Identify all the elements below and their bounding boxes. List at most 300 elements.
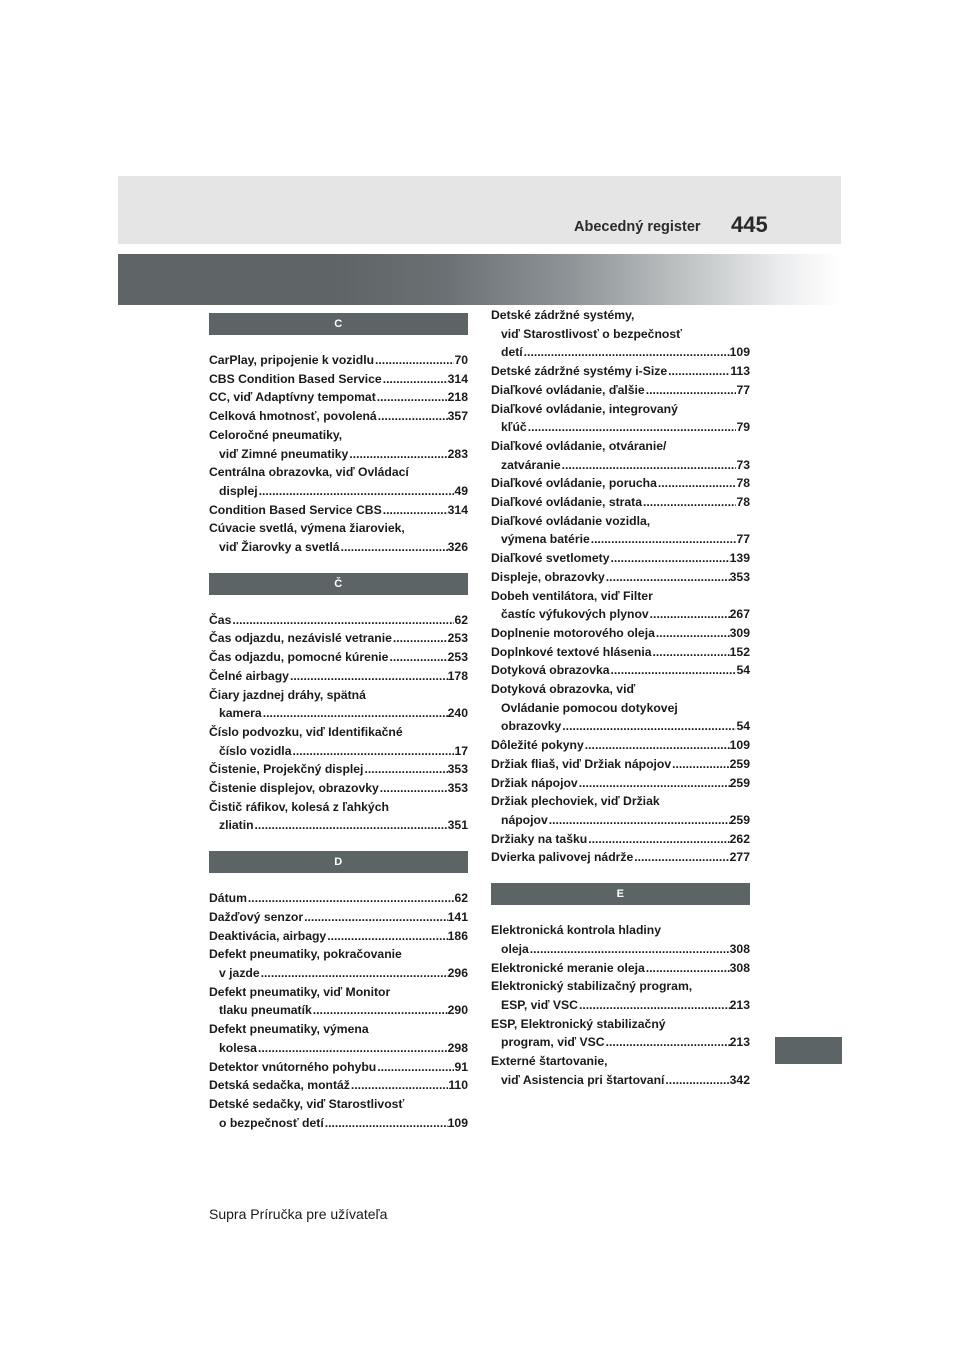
dot-leader	[523, 343, 730, 362]
dot-leader	[376, 388, 448, 407]
index-entry-text: Elektronická kontrola hladiny	[491, 923, 661, 938]
index-entry-line	[209, 686, 468, 705]
index-entry-page[interactable]: 213	[729, 1035, 750, 1050]
dot-leader	[657, 474, 737, 493]
index-entry[interactable]	[209, 779, 468, 798]
dot-leader	[350, 1076, 448, 1095]
index-entry-line	[209, 945, 468, 964]
index-entry-text: Čas odjazdu, pomocné kúrenie	[209, 650, 389, 665]
index-entry-page[interactable]: 62	[454, 891, 468, 906]
index-entry-page[interactable]: 79	[736, 420, 750, 435]
index-entry-continuation	[491, 699, 750, 718]
index-entry-text: Diaľkové ovládanie, porucha	[491, 476, 657, 491]
index-entry-text: Detská sedačka, montáž	[209, 1078, 350, 1093]
index-entry-line	[491, 680, 750, 699]
index-entry-text: Číslo podvozku, viď Identifikačné	[209, 724, 403, 739]
index-entry-continuation	[209, 964, 468, 983]
index-entry[interactable]	[209, 370, 468, 389]
index-entry-line	[209, 927, 468, 946]
dot-leader	[667, 362, 730, 381]
index-entry-text: zliatin	[219, 818, 254, 833]
index-entry-line	[491, 755, 750, 774]
index-entry-page[interactable]: 17	[454, 743, 468, 758]
index-entry[interactable]	[491, 661, 750, 680]
index-entry-line	[491, 661, 750, 680]
index-entry[interactable]	[209, 463, 468, 500]
index-entry-text: oleja	[501, 941, 529, 956]
index-entry-text: nápojov	[501, 812, 548, 827]
dot-leader	[605, 568, 730, 587]
index-entry-continuation	[209, 482, 468, 501]
index-entry-page[interactable]: 186	[447, 928, 468, 943]
index-entry-page[interactable]: 283	[447, 446, 468, 461]
index-entry-text: kľúč	[501, 420, 527, 435]
dot-leader	[257, 1039, 448, 1058]
index-entry-line	[209, 1020, 468, 1039]
index-entry-line	[491, 362, 750, 381]
dot-leader	[340, 538, 448, 557]
index-entry-line	[491, 736, 750, 755]
index-entry-text: viď Žiarovky a svetlá	[219, 540, 340, 555]
dot-leader	[548, 811, 730, 830]
index-entry-line	[491, 848, 750, 867]
index-entry-continuation	[491, 811, 750, 830]
index-entry[interactable]	[209, 798, 468, 835]
index-entry-text: tlaku pneumatík	[219, 1003, 312, 1018]
index-entry-continuation	[491, 717, 750, 736]
index-entry[interactable]	[209, 407, 468, 426]
index-entry[interactable]	[209, 1095, 468, 1132]
index-entry-text: Cúvacie svetlá, výmena žiaroviek,	[209, 521, 405, 536]
dot-leader	[649, 605, 730, 624]
index-entry-page[interactable]: 253	[447, 650, 468, 665]
index-entry-text: CarPlay, pripojenie k vozidlu	[209, 353, 375, 367]
index-entry-continuation	[491, 418, 750, 437]
dot-leader	[642, 493, 736, 512]
dot-leader	[578, 774, 730, 793]
index-entry-text: výmena batérie	[501, 532, 590, 547]
dot-leader	[363, 760, 447, 779]
index-entry[interactable]	[209, 501, 468, 520]
index-entry[interactable]	[209, 983, 468, 1020]
index-entry-continuation	[209, 704, 468, 723]
index-entry-text: ESP, viď VSC	[501, 997, 578, 1012]
index-entry-page[interactable]: 342	[729, 1072, 750, 1087]
index-entry[interactable]	[491, 1015, 750, 1052]
index-entry[interactable]	[209, 519, 468, 556]
index-entry[interactable]	[491, 848, 750, 867]
index-entry[interactable]	[209, 648, 468, 667]
index-entry[interactable]	[491, 977, 750, 1014]
dot-leader	[584, 736, 730, 755]
index-entry[interactable]	[491, 587, 750, 624]
index-entry-page[interactable]: 253	[447, 631, 468, 646]
page-number: 445	[731, 212, 768, 237]
index-entry-page[interactable]: 78	[736, 476, 750, 491]
index-entry-text: Čelné airbagy	[209, 668, 289, 683]
index-entry-line	[491, 474, 750, 493]
dot-leader	[377, 407, 448, 426]
dot-leader	[247, 889, 455, 908]
index-entry-line	[491, 921, 750, 940]
index-entry-text: číslo vozidla	[219, 743, 292, 758]
index-entry-page[interactable]: 54	[736, 719, 750, 734]
index-entry[interactable]	[491, 474, 750, 493]
index-entry-page[interactable]: 290	[447, 1003, 468, 1018]
index-entry-continuation	[209, 742, 468, 761]
index-entry-line	[209, 889, 468, 908]
index-entry-continuation	[491, 530, 750, 549]
index-entry-line	[491, 977, 750, 996]
index-entry-page[interactable]: 70	[454, 353, 468, 367]
index-entry-line	[209, 667, 468, 686]
index-entry-text: Celoročné pneumatiky,	[209, 427, 343, 442]
index-entry-text: Detské zádržné systémy i-Size	[491, 364, 668, 379]
index-entry[interactable]	[491, 400, 750, 437]
index-entry-text: Diaľkové ovládanie, integrovaný	[491, 401, 678, 416]
index-entry-page[interactable]: 353	[447, 781, 468, 796]
index-entry-line	[491, 437, 750, 456]
index-entry[interactable]	[209, 388, 468, 407]
index-entry-text: Diaľkové ovládanie, strata	[491, 495, 643, 510]
index-entry[interactable]	[209, 667, 468, 686]
index-entry-line	[491, 512, 750, 531]
index-entry-line	[491, 568, 750, 587]
dot-leader	[262, 704, 448, 723]
section-letter-bar: D	[209, 851, 468, 873]
dot-leader	[289, 667, 448, 686]
index-entry-text: Dvierka palivovej nádrže	[491, 850, 634, 865]
index-entry-continuation	[209, 1001, 468, 1020]
index-entry-continuation	[491, 343, 750, 362]
index-entry-page[interactable]: 109	[729, 345, 750, 360]
index-entry[interactable]	[491, 755, 750, 774]
decorative-gradient-band	[118, 254, 841, 305]
index-entry-text: detí	[501, 345, 523, 360]
index-entry-text: Defekt pneumatiky, výmena	[209, 1022, 369, 1037]
index-entry[interactable]	[209, 611, 468, 630]
index-entry-text: Dôležité pokyny	[491, 738, 584, 753]
index-entry[interactable]	[491, 549, 750, 568]
index-entry-text: Dotyková obrazovka	[491, 663, 610, 678]
index-entry-continuation	[209, 816, 468, 835]
index-entry-text: Deaktivácia, airbagy	[209, 928, 327, 943]
index-entry-text: Dátum	[209, 891, 247, 906]
index-entry-text: Dotyková obrazovka, viď	[491, 682, 636, 697]
index-entry-line	[209, 388, 468, 407]
dot-leader	[348, 445, 447, 464]
index-entry-text: Držiak nápojov	[491, 775, 578, 790]
index-entry-page[interactable]: 73	[736, 457, 750, 472]
dot-leader	[590, 530, 737, 549]
index-entry-text: Diaľkové ovládanie vozidla,	[491, 513, 651, 528]
index-entry-page[interactable]: 109	[729, 738, 750, 753]
index-entry-text: kamera	[219, 706, 262, 721]
index-entry-text: Centrálna obrazovka, viď Ovládací	[209, 465, 409, 480]
index-entry-line	[209, 798, 468, 817]
index-entry-text: Doplnenie motorového oleja	[491, 625, 655, 640]
index-entry-page[interactable]: 298	[447, 1040, 468, 1055]
index-entry-line	[209, 908, 468, 927]
index-entry-line	[209, 629, 468, 648]
dot-leader	[527, 418, 737, 437]
index-entry-page[interactable]: 259	[729, 756, 750, 771]
index-entry-text: o bezpečnosť detí	[219, 1115, 324, 1130]
section-letter-bar: Č	[209, 573, 468, 595]
index-entry-line	[209, 1076, 468, 1095]
index-entry-text: Detské sedačky, viď Starostlivosť	[209, 1096, 405, 1111]
index-entry-page[interactable]: 353	[729, 569, 750, 584]
index-entry[interactable]	[491, 643, 750, 662]
index-entry-text: viď Zimné pneumatiky	[219, 446, 349, 461]
dot-leader	[231, 611, 454, 630]
index-entry-continuation	[209, 1114, 468, 1133]
index-entry-text: Čistenie, Projekčný displej	[209, 762, 364, 777]
index-entry[interactable]	[491, 624, 750, 643]
index-entry[interactable]	[491, 306, 750, 362]
index-entry[interactable]	[209, 1058, 468, 1077]
index-entry-page[interactable]: 262	[729, 831, 750, 846]
index-entry-line	[209, 351, 468, 370]
index-entry[interactable]	[209, 351, 468, 370]
index-entry-text: viď Starostlivosť o bezpečnosť	[501, 326, 682, 341]
index-entry-page[interactable]: 77	[736, 382, 750, 397]
index-entry-line	[209, 648, 468, 667]
index-entry[interactable]	[491, 921, 750, 958]
index-entry-page[interactable]: 259	[729, 775, 750, 790]
index-entry-page[interactable]: 152	[729, 644, 750, 659]
index-entry-text: Čistič ráfikov, kolesá z ľahkých	[209, 799, 389, 814]
index-entry[interactable]	[209, 927, 468, 946]
index-entry[interactable]	[491, 774, 750, 793]
index-entry[interactable]	[209, 723, 468, 760]
index-entry-text: častíc výfukových plynov	[501, 607, 649, 622]
index-entry-text: Elektronické meranie oleja	[491, 960, 645, 975]
index-entry-page[interactable]: 77	[736, 532, 750, 547]
index-entry-line	[491, 549, 750, 568]
index-entry-line	[209, 1095, 468, 1114]
index-entry-page[interactable]: 259	[729, 812, 750, 827]
section-spacer	[209, 835, 468, 851]
index-entry-page[interactable]: 240	[447, 706, 468, 721]
dot-leader	[291, 742, 454, 761]
index-entry-page[interactable]: 353	[447, 762, 468, 777]
index-entry-text: Držiak fliaš, viď Držiak nápojov	[491, 756, 672, 771]
index-entry-line	[209, 723, 468, 742]
index-entry-continuation	[491, 1071, 750, 1090]
index-entry[interactable]	[491, 568, 750, 587]
index-entry-text: Defekt pneumatiky, viď Monitor	[209, 984, 391, 999]
index-entry-text: Diaľkové ovládanie, ďalšie	[491, 382, 645, 397]
index-entry[interactable]	[209, 426, 468, 463]
dot-leader	[374, 351, 454, 370]
index-entry-line	[209, 426, 468, 445]
dot-leader	[303, 908, 448, 927]
index-entry[interactable]	[491, 792, 750, 829]
dot-leader	[254, 816, 448, 835]
index-entry[interactable]	[209, 1020, 468, 1057]
index-entry[interactable]	[491, 437, 750, 474]
index-entry-line	[209, 760, 468, 779]
index-entry-page[interactable]: 113	[730, 364, 750, 379]
section-letter-bar: C	[209, 313, 468, 335]
index-entry-text: Displeje, obrazovky	[491, 569, 605, 584]
index-entry-continuation	[491, 940, 750, 959]
index-entry-page[interactable]: 91	[454, 1059, 468, 1074]
index-entry[interactable]	[209, 760, 468, 779]
index-entry[interactable]	[209, 945, 468, 982]
index-entry-line	[209, 463, 468, 482]
index-entry-page[interactable]: 49	[454, 483, 468, 498]
index-entry[interactable]	[491, 381, 750, 400]
index-entry-page[interactable]: 218	[447, 390, 468, 405]
dot-leader	[326, 927, 447, 946]
dot-leader	[379, 779, 448, 798]
index-entry-line	[491, 643, 750, 662]
index-entry[interactable]	[491, 493, 750, 512]
dot-leader	[671, 755, 730, 774]
index-entry-page[interactable]: 296	[447, 965, 468, 980]
index-entry-text: ESP, Elektronický stabilizačný	[491, 1016, 666, 1031]
index-entry[interactable]	[491, 736, 750, 755]
index-entry-continuation	[209, 538, 468, 557]
dot-leader	[529, 940, 730, 959]
section-letter-bar: E	[491, 883, 750, 905]
index-entry-text: CBS Condition Based Service	[209, 371, 382, 386]
dot-leader	[645, 381, 737, 400]
dot-leader	[652, 643, 730, 662]
index-entry[interactable]	[491, 362, 750, 381]
index-entry-page[interactable]: 308	[729, 941, 750, 956]
index-entry-text: Držiaky na tašku	[491, 831, 588, 846]
index-entry-text: displej	[219, 483, 258, 498]
dot-leader	[388, 648, 447, 667]
index-entry-text: Ovládanie pomocou dotykovej	[501, 700, 678, 715]
index-entry-text: Čas	[209, 612, 232, 627]
index-entry-page[interactable]: 54	[736, 663, 750, 678]
index-entry-text: Čiary jazdnej dráhy, spätná	[209, 687, 366, 702]
chapter-side-tab	[775, 1037, 842, 1064]
index-entry[interactable]	[491, 680, 750, 736]
index-entry-page[interactable]: 326	[447, 540, 468, 555]
index-entry-text: Diaľkové ovládanie, otváranie/	[491, 438, 667, 453]
index-entry-text: Držiak plechoviek, viď Držiak	[491, 794, 660, 809]
index-entry-continuation	[209, 1039, 468, 1058]
index-entry-page[interactable]: 351	[447, 818, 468, 833]
index-entry-text: Detské zádržné systémy,	[491, 308, 635, 322]
dot-leader	[376, 1058, 454, 1077]
index-entry-text: obrazovky	[501, 719, 562, 734]
index-entry-text: Externé štartovanie,	[491, 1054, 608, 1069]
index-entry-continuation	[491, 996, 750, 1015]
index-entry-page[interactable]: 78	[736, 495, 750, 510]
index-column-right	[491, 306, 750, 1089]
index-entry-page[interactable]: 178	[447, 668, 468, 683]
dot-leader	[610, 661, 737, 680]
index-entry-continuation	[209, 445, 468, 464]
index-entry-line	[491, 624, 750, 643]
dot-leader	[258, 482, 455, 501]
index-entry-text: program, viď VSC	[501, 1035, 605, 1050]
index-entry-text: Dobeh ventilátora, viď Filter	[491, 588, 653, 603]
index-entry-page[interactable]: 109	[447, 1115, 468, 1130]
index-entry-page[interactable]: 309	[729, 625, 750, 640]
index-entry[interactable]	[209, 686, 468, 723]
index-entry-line	[209, 983, 468, 1002]
index-entry-continuation	[491, 605, 750, 624]
dot-leader	[645, 959, 730, 978]
dot-leader	[561, 717, 736, 736]
index-entry-line	[491, 1015, 750, 1034]
index-entry-line	[491, 306, 750, 325]
dot-leader	[578, 996, 730, 1015]
index-entry-continuation	[491, 325, 750, 344]
dot-leader	[324, 1114, 448, 1133]
index-entry-page[interactable]: 213	[729, 997, 750, 1012]
page-title: Abecedný register	[574, 219, 701, 235]
index-entry[interactable]	[209, 908, 468, 927]
index-entry-text: Defekt pneumatiky, pokračovanie	[209, 947, 402, 962]
index-entry[interactable]	[491, 830, 750, 849]
index-entry-text: Doplnkové textové hlásenia	[491, 644, 652, 659]
dot-leader	[260, 964, 448, 983]
index-entry-line	[491, 493, 750, 512]
index-entry-page[interactable]: 314	[447, 502, 468, 517]
index-entry-line	[209, 370, 468, 389]
index-entry-continuation	[491, 1033, 750, 1052]
index-entry[interactable]	[209, 889, 468, 908]
index-entry-line	[209, 519, 468, 538]
index-entry-text: Celková hmotnosť, povolená	[209, 409, 377, 424]
index-entry-text: v jazde	[219, 965, 260, 980]
index-entry-page[interactable]: 267	[729, 607, 750, 622]
index-entry-line	[491, 1052, 750, 1071]
index-entry-line	[491, 587, 750, 606]
index-entry-text: Condition Based Service CBS	[209, 502, 382, 517]
index-entry[interactable]	[209, 629, 468, 648]
index-entry-page[interactable]: 139	[729, 551, 750, 566]
dot-leader	[655, 624, 730, 643]
index-entry[interactable]	[491, 1052, 750, 1089]
index-entry-line	[491, 959, 750, 978]
index-entry-text: CC, viď Adaptívny tempomat	[209, 390, 376, 405]
index-entry-text: Čistenie displejov, obrazovky	[209, 781, 379, 796]
index-entry-text: Diaľkové svetlomety	[491, 551, 610, 566]
index-entry-line	[491, 792, 750, 811]
index-entry-page[interactable]: 62	[454, 612, 468, 627]
dot-leader	[664, 1071, 729, 1090]
index-entry-line	[491, 400, 750, 419]
index-entry-page[interactable]: 308	[729, 960, 750, 975]
index-entry-line	[209, 407, 468, 426]
index-entry-page[interactable]: 357	[447, 409, 468, 424]
index-entry[interactable]	[209, 1076, 468, 1095]
index-entry[interactable]	[491, 959, 750, 978]
index-entry-page[interactable]: 277	[729, 850, 750, 865]
dot-leader	[610, 549, 730, 568]
index-entry-line	[209, 1058, 468, 1077]
index-entry-text: Čas odjazdu, nezávislé vetranie	[209, 631, 392, 646]
dot-leader	[312, 1001, 448, 1020]
dot-leader	[382, 370, 448, 389]
index-entry-page[interactable]: 314	[447, 371, 468, 386]
index-entry-page[interactable]: 141	[447, 909, 468, 924]
dot-leader	[392, 629, 448, 648]
section-spacer	[209, 557, 468, 573]
index-entry[interactable]	[491, 512, 750, 549]
index-entry-page[interactable]: 110	[448, 1078, 468, 1093]
index-entry-text: Dažďový senzor	[209, 909, 304, 924]
